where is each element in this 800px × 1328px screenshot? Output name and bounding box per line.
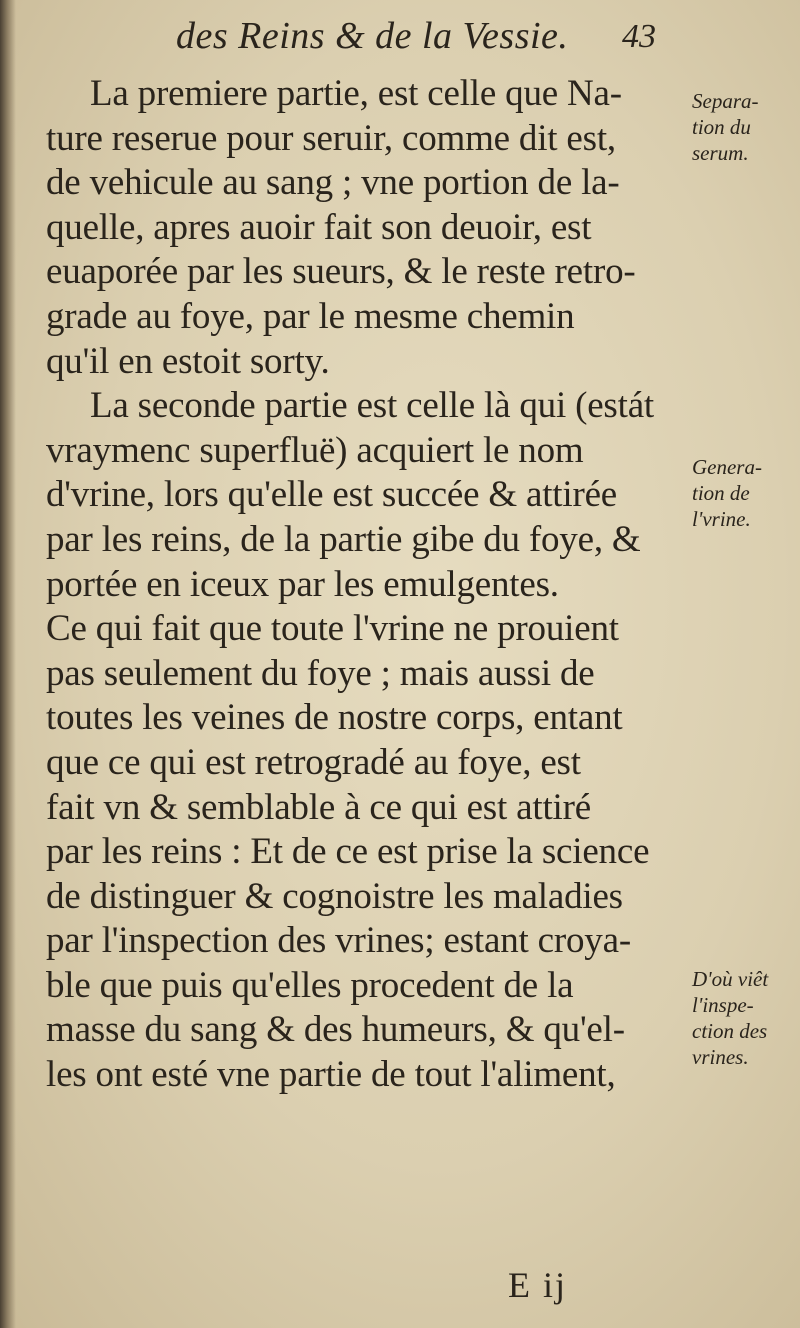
margin-note-line: D'où viêt	[692, 967, 769, 991]
text-line: qu'il en estoit sorty.	[46, 340, 330, 382]
running-title: des Reins & de la Vessie.	[176, 15, 569, 57]
page-number: 43	[622, 18, 656, 55]
margin-note-line: tion de	[692, 481, 750, 505]
text-line: pas seulement du foye ; mais aussi de	[46, 652, 595, 694]
text-line: La seconde partie est celle là qui (estát	[90, 385, 654, 427]
text-line: vraymenc superfluë) acquiert le nom	[46, 429, 584, 471]
margin-note-inspection	[692, 966, 796, 1070]
margin-note-generation	[692, 454, 796, 532]
text-line: ble que puis qu'elles procedent de la	[46, 964, 574, 1006]
text-line: masse du sang & des humeurs, & qu'el-	[46, 1009, 625, 1051]
signature-mark: E ij	[508, 1265, 567, 1305]
text-line: grade au foye, par le mesme chemin	[46, 295, 575, 337]
text-line: par l'inspection des vrines; estant croya-	[46, 920, 631, 962]
text-line: fait vn & semblable à ce qui est attiré	[46, 786, 591, 828]
text-line: euaporée par les sueurs, & le reste retro-	[46, 251, 636, 293]
margin-note-line: vrines.	[692, 1045, 749, 1069]
text-line: quelle, apres auoir fait son deuoir, est	[46, 206, 592, 248]
margin-note-line: serum.	[692, 141, 749, 165]
text-line: que ce qui est retrogradé au foye, est	[46, 741, 581, 783]
margin-note-line: l'inspe-	[692, 993, 754, 1017]
body-text	[46, 72, 686, 1098]
margin-note-line: tion du	[692, 115, 751, 139]
text-line: toutes les veines de nostre corps, entant	[46, 697, 623, 739]
binding-gutter	[0, 0, 16, 1328]
text-line: de distinguer & cognoistre les maladies	[46, 875, 623, 917]
margin-note-line: ction des	[692, 1019, 768, 1043]
margin-note-separation	[692, 88, 796, 166]
margin-note-line: Genera-	[692, 455, 762, 479]
text-line: ture reserue pour seruir, comme dit est,	[46, 117, 616, 159]
text-line: par les reins : Et de ce est prise la science	[46, 831, 650, 873]
text-line: La premiere partie, est celle que Na-	[90, 73, 622, 114]
text-line: portée en iceux par les emulgentes.	[46, 563, 559, 605]
margin-note-line: Separa-	[692, 89, 759, 113]
text-line: Ce qui fait que toute l'vrine ne prouient	[46, 608, 619, 650]
text-line: les ont esté vne partie de tout l'aliment,	[46, 1054, 616, 1096]
text-line: d'vrine, lors qu'elle est succée & attirée	[46, 474, 618, 516]
margin-note-line: l'vrine.	[692, 507, 751, 531]
text-line: par les reins, de la partie gibe du foye, &	[46, 518, 641, 560]
text-line: de vehicule au sang ; vne portion de la-	[46, 162, 620, 204]
page-header	[0, 14, 800, 70]
